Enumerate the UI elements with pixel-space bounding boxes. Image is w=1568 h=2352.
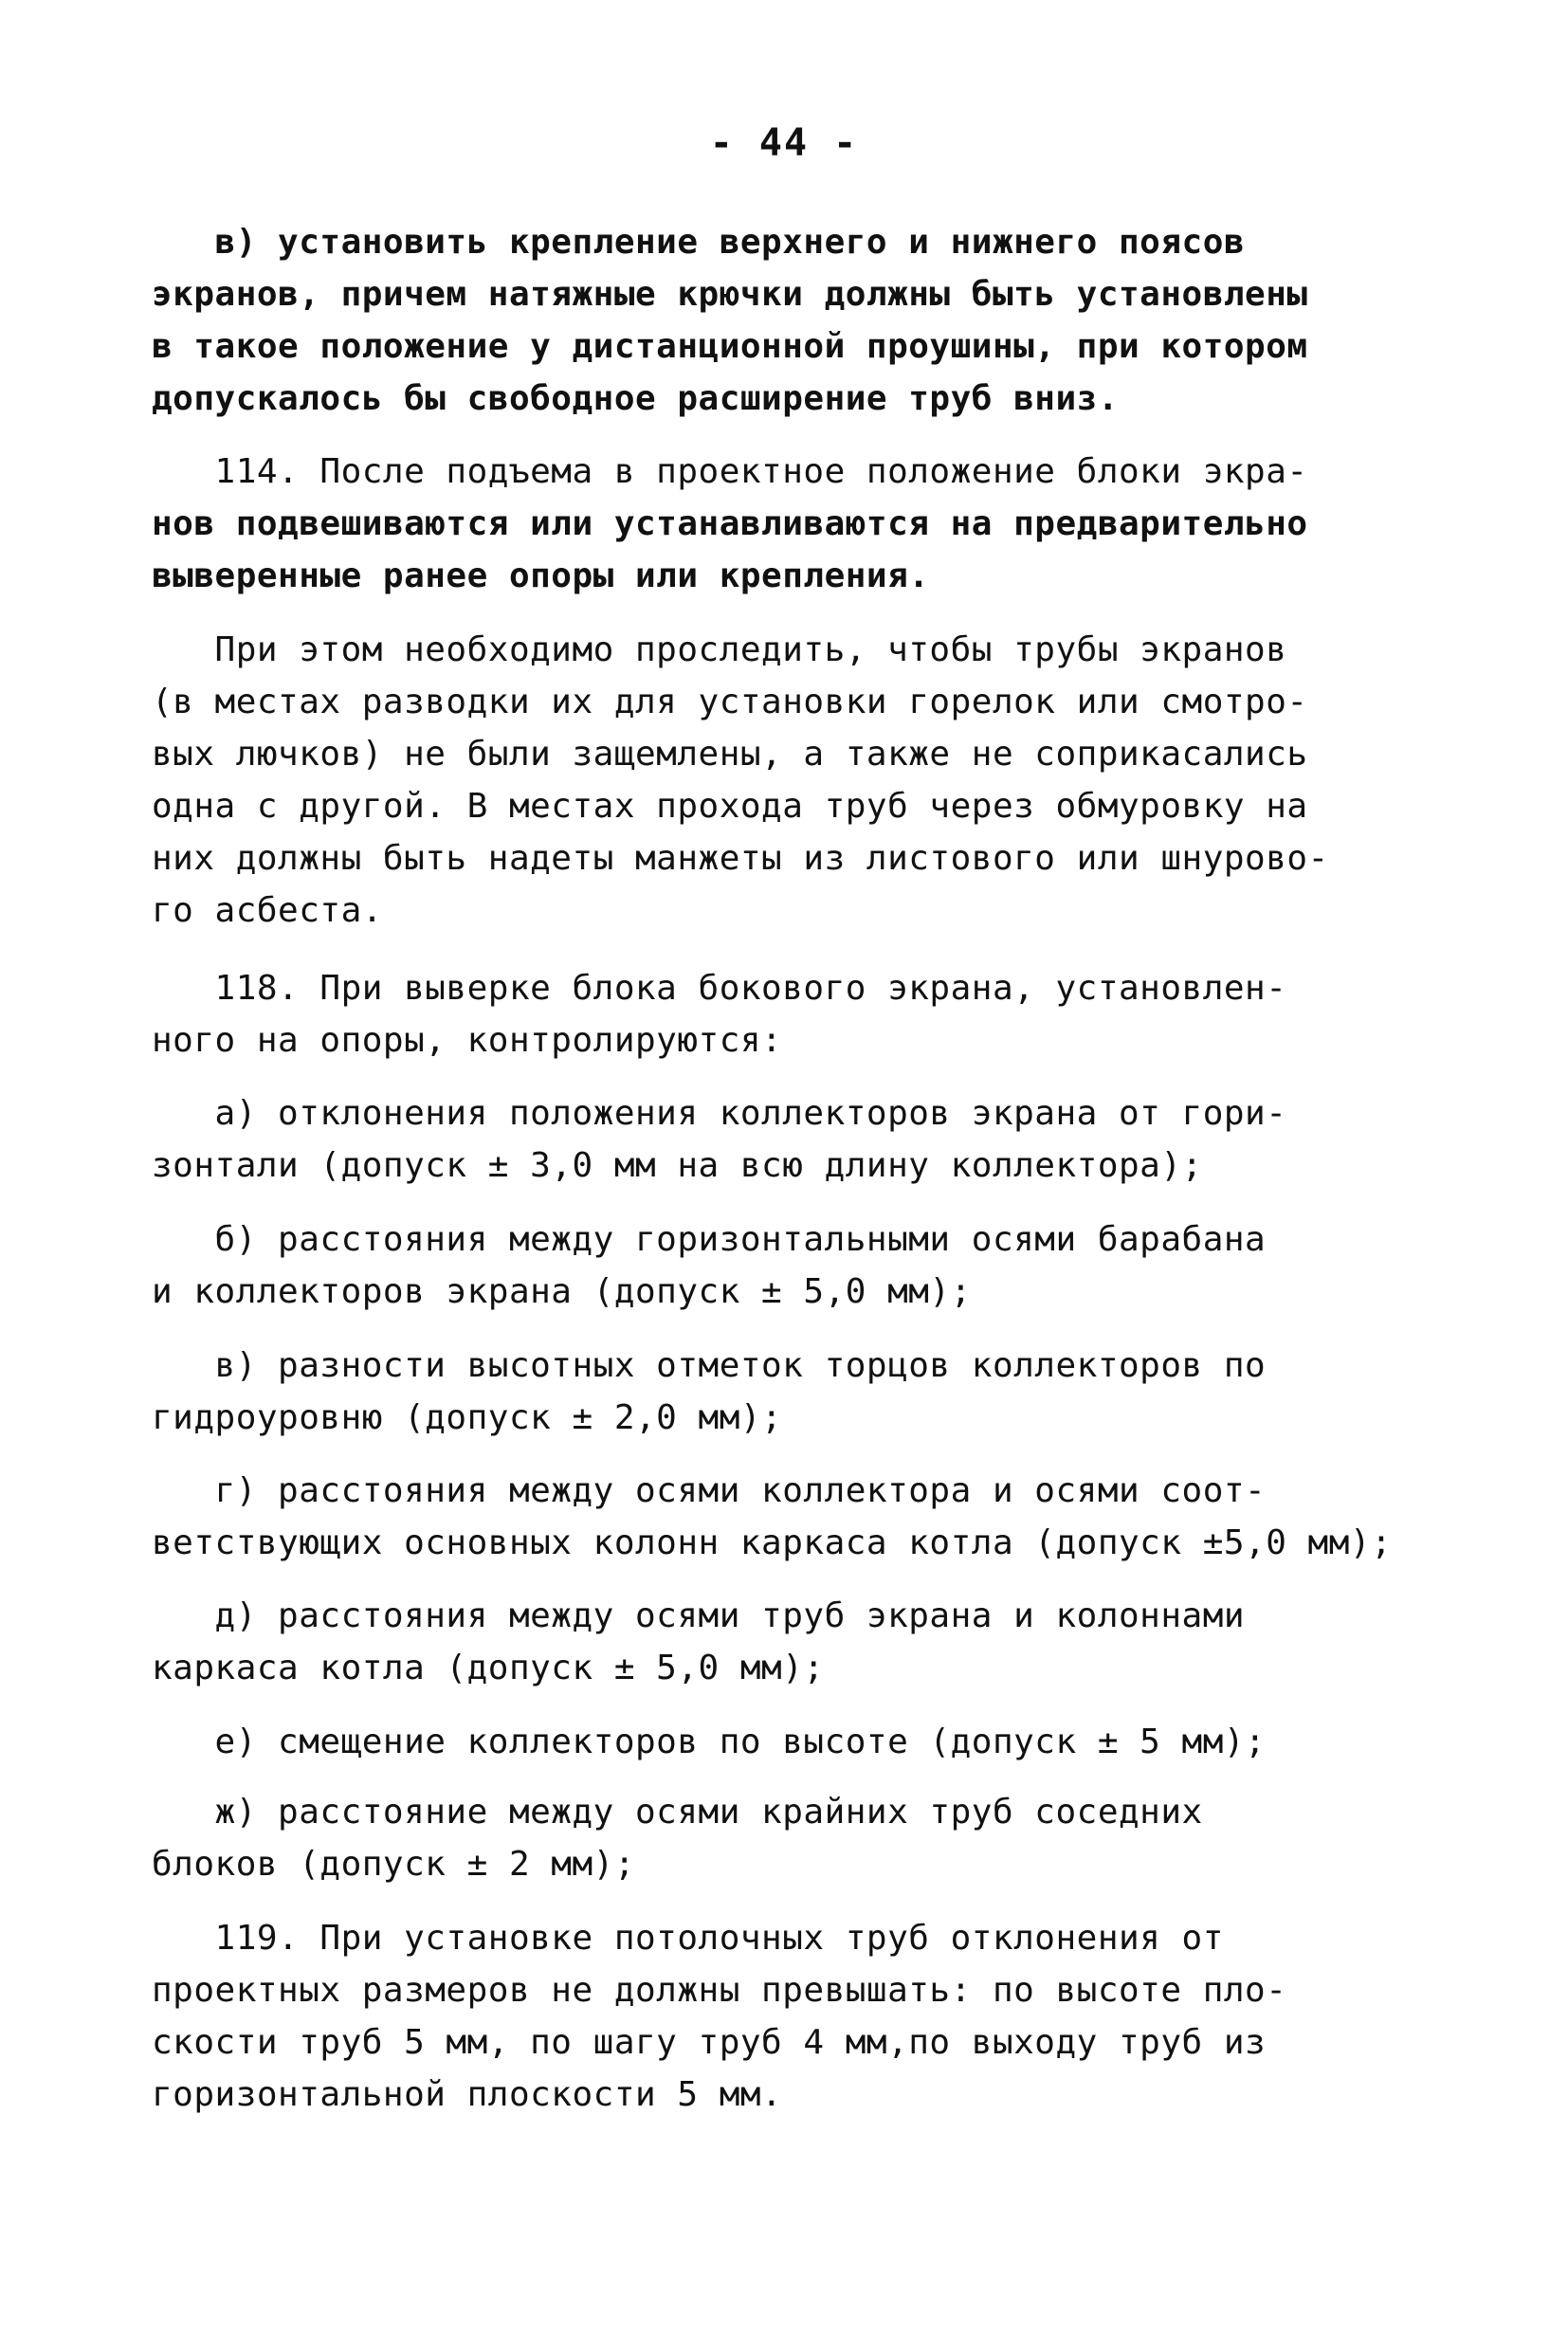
text-line: При этом необходимо проследить, чтобы трубы экранов [152, 630, 1287, 669]
page-number: - 44 - [709, 121, 859, 165]
text-line: одна с другой. В местах прохода труб через обмуровку на [152, 787, 1308, 826]
text-line: е) смещение коллекторов по высоте (допуск ± 5 мм); [152, 1723, 1267, 1761]
text-line: допускалось бы свободное расширение труб вниз. [152, 379, 1119, 418]
paragraph-install-belts [152, 216, 1308, 425]
text-line: б) расстояния между горизонтальными осями барабана [152, 1220, 1267, 1259]
list-item-b [152, 1213, 1266, 1318]
text-line: г) расстояния между осями коллектора и осями соот- [152, 1471, 1267, 1510]
text-line: них должны быть надеты манжеты из листового или шнурово- [152, 839, 1329, 878]
text-line: 119. При установке потолочных труб отклонения от [152, 1919, 1224, 1958]
text-line: скости труб 5 мм, по шагу труб 4 мм,по выходу труб из [152, 2023, 1267, 2062]
text-line: гидроуровню (допуск ± 2,0 мм); [152, 1398, 783, 1437]
paragraph-pipes-check [152, 624, 1329, 937]
text-line: вых лючков) не были защемлены, а также не соприкасались [152, 735, 1308, 774]
text-line: выверенные ранее опоры или крепления. [152, 556, 930, 595]
text-line: д) расстояния между осями труб экрана и колоннами [152, 1596, 1246, 1635]
text-line: а) отклонения положения коллекторов экрана от гори- [152, 1094, 1287, 1133]
paragraph-119 [152, 1912, 1286, 2121]
text-line: экранов, причем натяжные крючки должны быть установлены [152, 275, 1308, 314]
text-line: 114. После подъема в проектное положение блоки экра- [152, 452, 1308, 491]
text-line: ж) расстояние между осями крайних труб соседних [152, 1793, 1203, 1832]
text-line: каркаса котла (допуск ± 5,0 мм); [152, 1649, 825, 1687]
text-line: нов подвешиваются или устанавливаются на предварительно [152, 504, 1308, 543]
text-line: горизонтальной плоскости 5 мм. [152, 2075, 783, 2114]
text-line: 118. При выверке блока бокового экрана, установлен- [152, 969, 1287, 1008]
text-line: ного на опоры, контролируются: [152, 1021, 783, 1060]
text-line: в) разности высотных отметок торцов коллекторов по [152, 1346, 1267, 1385]
list-item-v [152, 1340, 1266, 1444]
text-line: и коллекторов экрана (допуск ± 5,0 мм); [152, 1272, 972, 1311]
list-item-d [152, 1590, 1245, 1694]
text-line: в) установить крепление верхнего и нижнего поясов [152, 223, 1246, 262]
text-line: го асбеста. [152, 891, 383, 930]
text-line: блоков (допуск ± 2 мм); [152, 1845, 635, 1884]
list-item-e [152, 1716, 1266, 1768]
text-line: проектных размеров не должны превышать: по высоте пло- [152, 1971, 1287, 2010]
text-line: зонтали (допуск ± 3,0 мм на всю длину коллектора); [152, 1146, 1203, 1185]
list-item-g [152, 1465, 1392, 1569]
text-line: в такое положение у дистанционной проушины, при котором [152, 327, 1308, 366]
text-line: (в местах разводки их для установки горелок или смотро- [152, 683, 1308, 721]
text-line: ветствующих основных колонн каркаса котла (допуск ±5,0 мм); [152, 1523, 1393, 1562]
list-item-a [152, 1087, 1286, 1192]
paragraph-118 [152, 962, 1286, 1067]
list-item-zh [152, 1786, 1203, 1890]
paragraph-114 [152, 446, 1308, 602]
